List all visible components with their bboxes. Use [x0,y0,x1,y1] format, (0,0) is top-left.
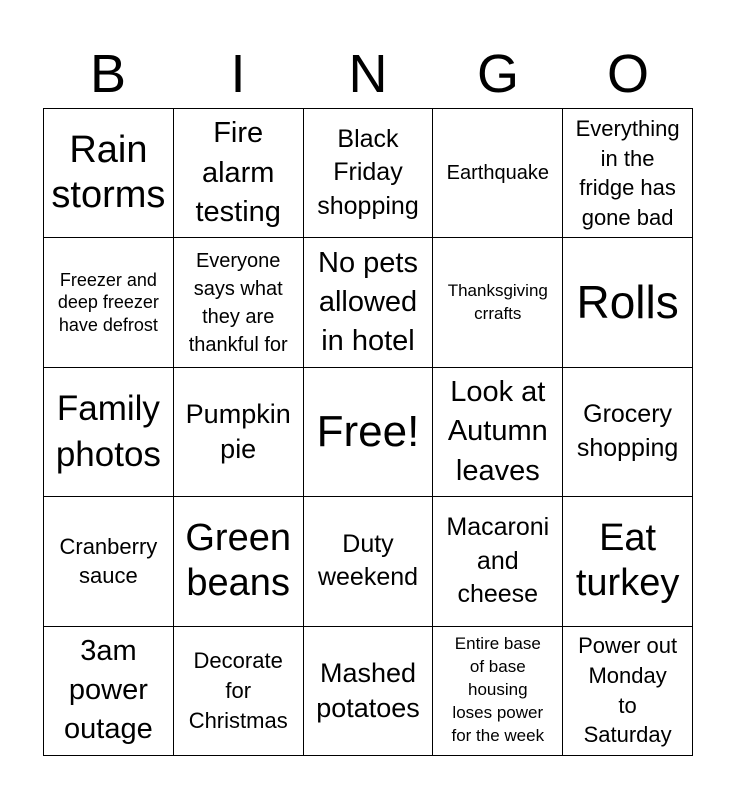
bingo-cell-r5c1[interactable] [44,627,174,756]
bingo-cell-r1c3[interactable] [304,109,434,238]
header-letter-n: N [348,44,388,104]
cell-label: No pets allowed in hotel [318,246,418,358]
bingo-cell-r4c1[interactable] [44,497,174,626]
bingo-cell-r5c3[interactable] [304,627,434,756]
header-letter-g: G [476,44,519,104]
cell-label: Power out Monday to Saturday [578,633,678,748]
cell-label: Eat turkey [575,516,680,605]
cell-label: Look at Autumn leaves [447,376,548,487]
cell-label: Thanksgiving crrafts [447,280,548,323]
free-space-label: Free! [316,406,420,456]
cell-label: Macaroni and cheese [446,512,550,609]
bingo-cell-r3c5[interactable] [563,368,693,497]
bingo-cell-r5c5[interactable] [563,627,693,756]
bingo-cell-r4c4[interactable] [433,497,563,626]
bingo-cell-r4c5[interactable] [563,497,693,626]
cell-label: Green beans [185,516,291,605]
cell-label: Freezer and deep freezer have defrost [57,269,159,335]
bingo-cell-r1c1[interactable] [44,109,174,238]
bingo-cell-r4c3[interactable] [304,497,434,626]
bingo-board [43,108,693,756]
bingo-cell-r2c2[interactable] [174,238,304,367]
cell-label: Pumpkin pie [185,398,291,464]
bingo-cell-r5c4[interactable] [433,627,563,756]
cell-label: Earthquake [446,162,549,185]
bingo-cell-r3c4[interactable] [433,368,563,497]
cell-label: Duty weekend [317,529,419,592]
bingo-cell-r1c4[interactable] [433,109,563,238]
header-letter-o: O [606,44,649,104]
cell-label: Fire alarm testing [195,117,281,228]
cell-label: Grocery shopping [576,400,679,462]
bingo-cell-r1c5[interactable] [563,109,693,238]
bingo-cell-r3c1[interactable] [44,368,174,497]
bingo-cell-r2c4[interactable] [433,238,563,367]
bingo-cell-r2c5[interactable] [563,238,693,367]
cell-label: Everyone says what they are thankful for [188,249,288,356]
cell-label: Mashed potatoes [316,657,420,723]
bingo-cell-r5c2[interactable] [174,627,304,756]
header-letter-i: I [230,44,246,104]
header-letter-b: B [89,44,127,104]
cell-label: Cranberry sauce [59,533,158,589]
cell-label: Entire base of base housing loses power for the week [451,634,545,746]
bingo-cell-r2c1[interactable] [44,238,174,367]
bingo-cell-r3c2[interactable] [174,368,304,497]
cell-label: Everything in the fridge has gone bad [575,115,680,230]
cell-label: 3am power outage [64,635,153,746]
bingo-cell-r4c2[interactable] [174,497,304,626]
bingo-header [43,40,693,108]
bingo-cell-r1c2[interactable] [174,109,304,238]
cell-label: Rain storms [51,128,166,217]
cell-label: Black Friday shopping [317,124,419,221]
bingo-cell-free[interactable] [304,368,434,497]
cell-label: Family photos [55,389,161,474]
cell-label: Rolls [576,276,679,329]
cell-label: Decorate for Christmas [188,648,288,733]
bingo-cell-r2c3[interactable] [304,238,434,367]
